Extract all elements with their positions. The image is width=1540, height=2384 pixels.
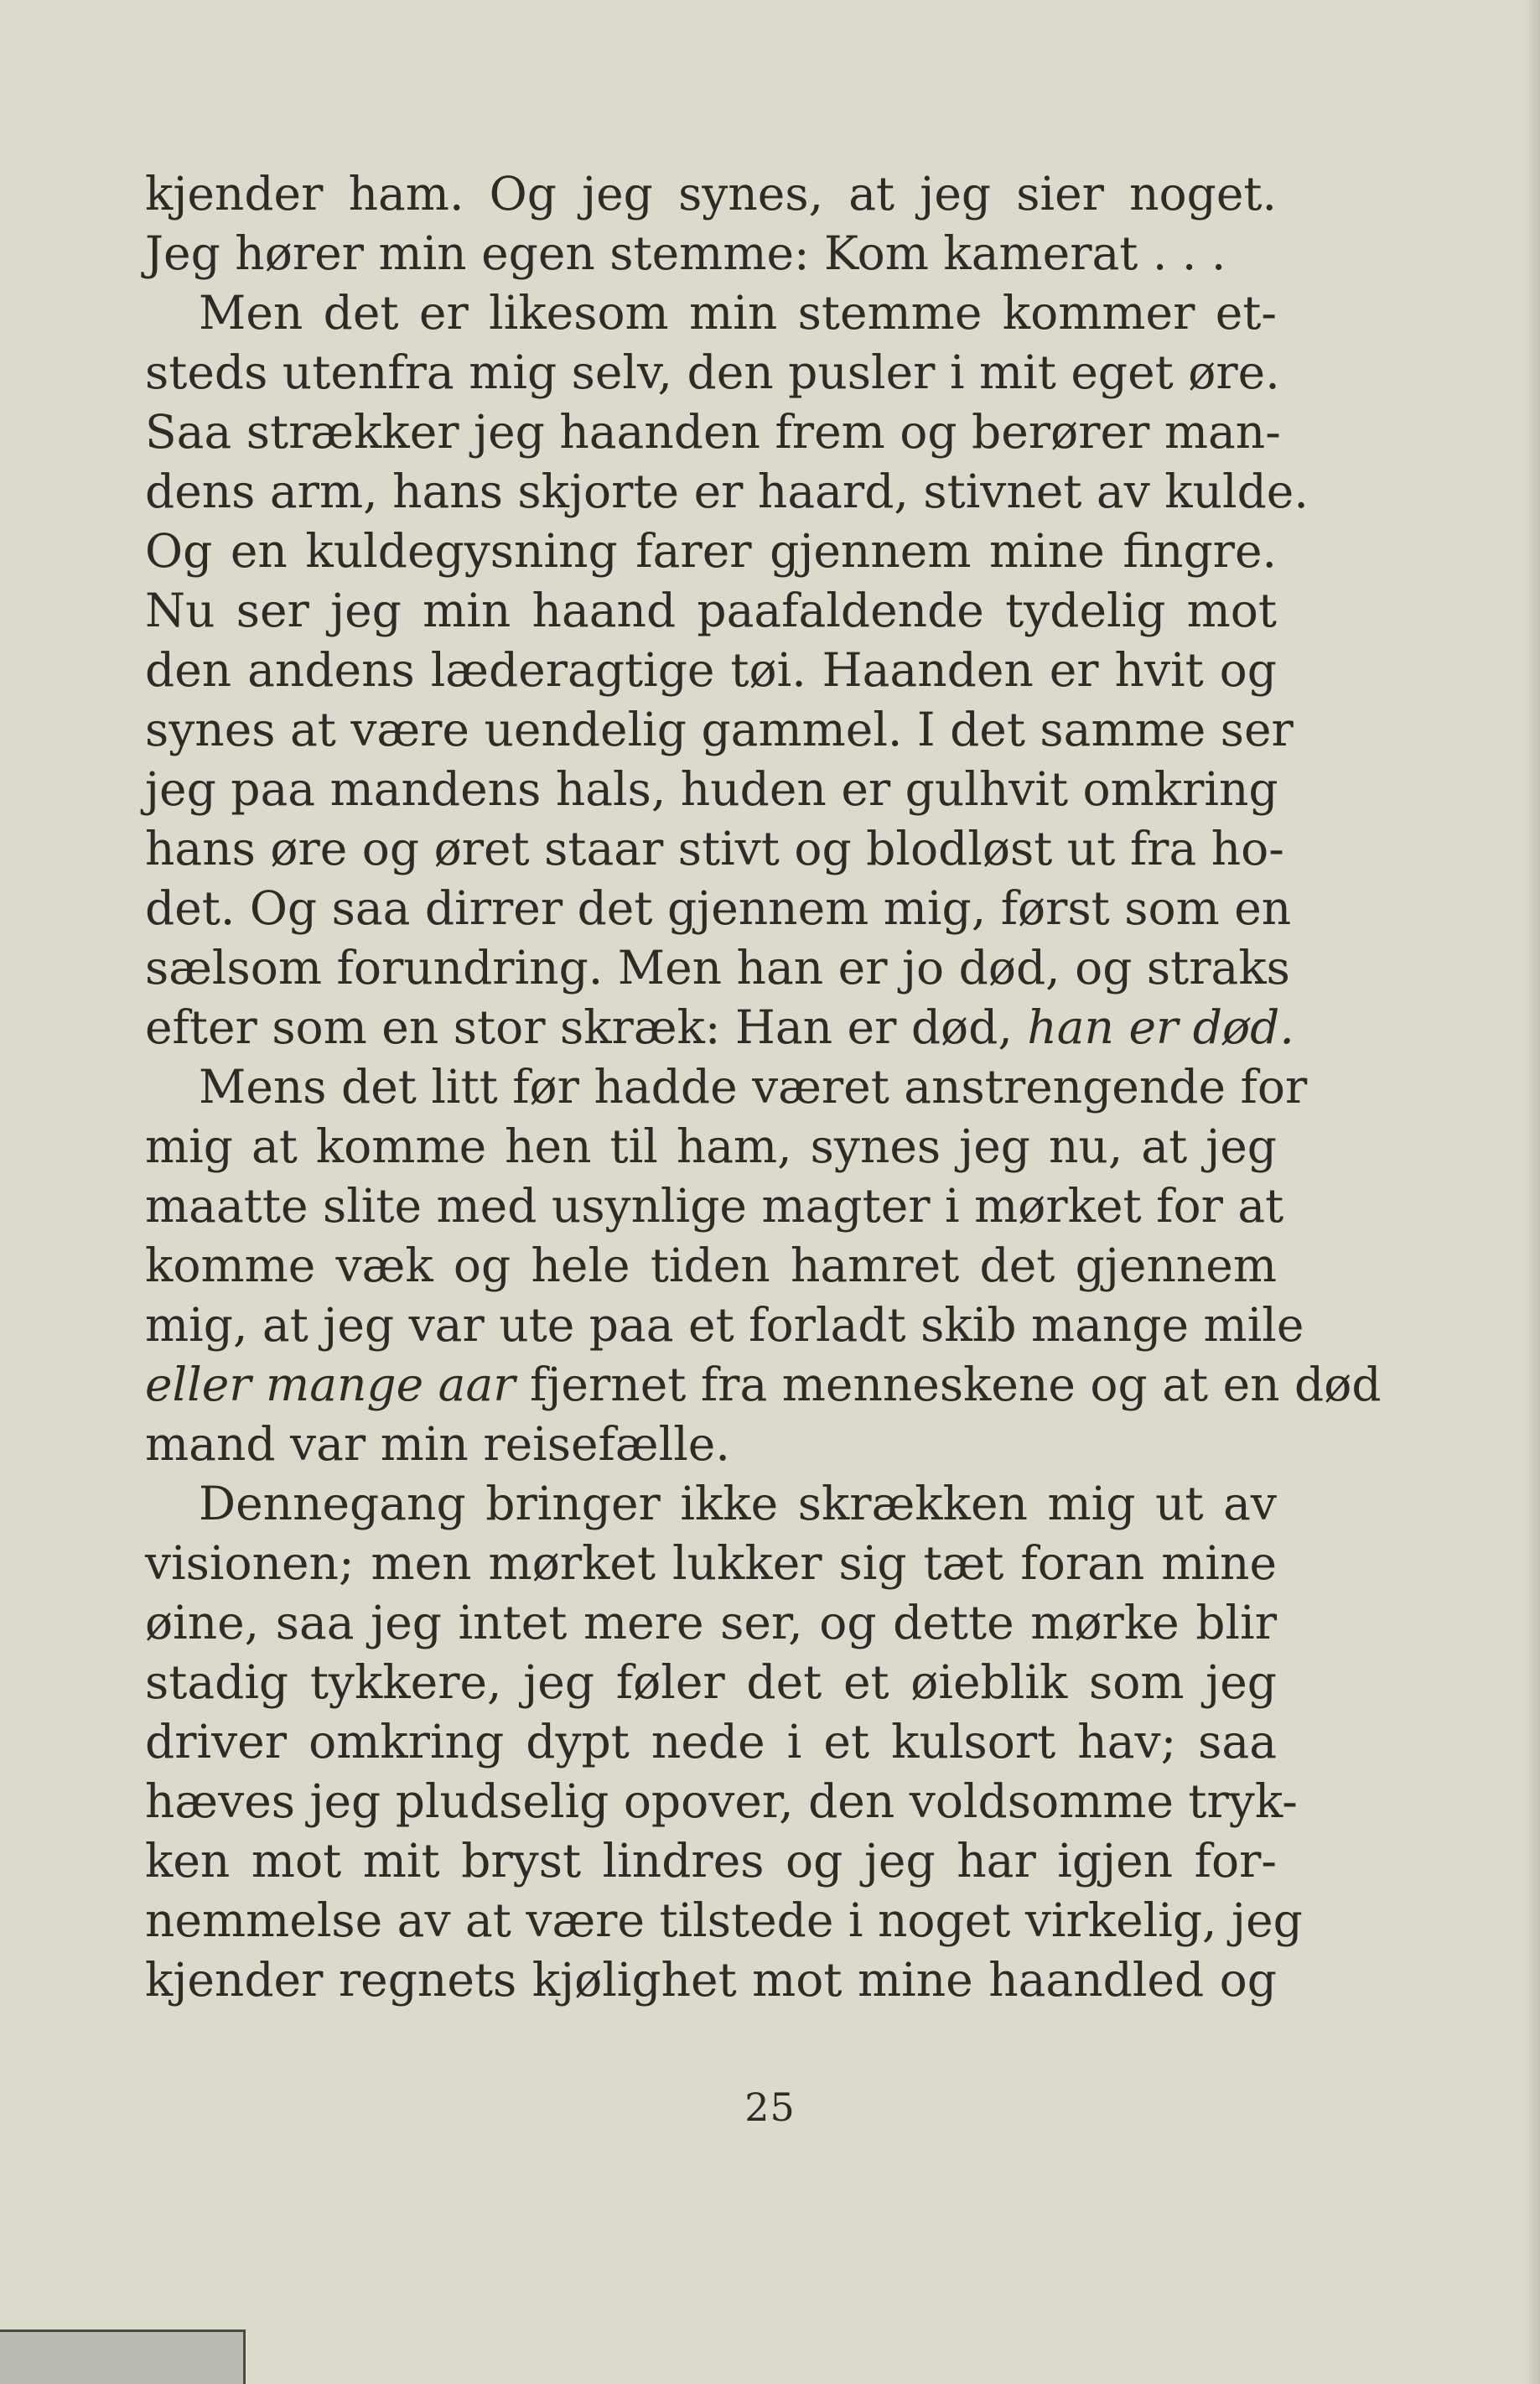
text-line: kjender ham. Og jeg synes, at jeg sier noget. bbox=[145, 167, 1277, 221]
italic-text: eller mange aar bbox=[145, 1358, 516, 1411]
text-line: maatte slite med usynlige magter i mørket for at bbox=[145, 1179, 1284, 1233]
scan-corner-tab bbox=[0, 2329, 246, 2384]
text-line: synes at være uendelig gammel. I det samme ser bbox=[145, 703, 1294, 756]
text-line: ken mot mit bryst lindres og jeg har igjen for- bbox=[145, 1834, 1277, 1888]
text-line: Dennegang bringer ikke skrækken mig ut av bbox=[199, 1477, 1277, 1530]
text-line: stadig tykkere, jeg føler det et øieblik som jeg bbox=[145, 1655, 1277, 1709]
text-segment: fjernet fra menneskene og at en død bbox=[530, 1358, 1382, 1411]
text-line bbox=[145, 1355, 1382, 1415]
italic-text: han er død. bbox=[1027, 1000, 1294, 1054]
text-line: mig at komme hen til ham, synes jeg nu, at jeg bbox=[145, 1119, 1277, 1173]
text-line: hans øre og øret staar stivt og blodløst ut fra ho- bbox=[145, 822, 1284, 875]
text-line: Mens det litt før hadde været anstrengende for bbox=[199, 1060, 1308, 1114]
text-line: øine, saa jeg intet mere ser, og dette mørke blir bbox=[145, 1596, 1277, 1649]
text-line: Og en kuldegysning farer gjennem mine fingre. bbox=[145, 524, 1277, 578]
text-line: Jeg hører min egen stemme: Kom kamerat . . . bbox=[145, 226, 1226, 280]
text-line: dens arm, hans skjorte er haard, stivnet av kulde. bbox=[145, 465, 1309, 518]
text-line: Saa strækker jeg haanden frem og berører man- bbox=[145, 405, 1281, 459]
text-line: mig, at jeg var ute paa et forladt skib mange mile bbox=[145, 1298, 1304, 1352]
text-line: visionen; men mørket lukker sig tæt foran mine bbox=[145, 1536, 1277, 1590]
text-line: Men det er likesom min stemme kommer et- bbox=[199, 286, 1277, 340]
text-line: komme væk og hele tiden hamret det gjennem bbox=[145, 1239, 1277, 1292]
text-line bbox=[145, 998, 1294, 1057]
text-line: kjender regnets kjølighet mot mine haandled og bbox=[145, 1953, 1277, 2007]
text-line: det. Og saa dirrer det gjennem mig, først som en bbox=[145, 881, 1292, 935]
text-line: den andens læderagtige tøi. Haanden er hvit og bbox=[145, 643, 1277, 697]
text-segment: efter som en stor skræk: Han er død, bbox=[145, 1000, 1013, 1054]
text-line: mand var min reisefælle. bbox=[145, 1417, 730, 1471]
text-line: sælsom forundring. Men han er jo død, og straks bbox=[145, 941, 1290, 995]
page-number: 25 bbox=[744, 2085, 796, 2130]
text-line: hæves jeg pludselig opover, den voldsomme tryk- bbox=[145, 1774, 1298, 1828]
text-line: jeg paa mandens hals, huden er gulhvit omkring bbox=[145, 762, 1278, 816]
text-line: Nu ser jeg min haand paafaldende tydelig mot bbox=[145, 584, 1277, 637]
text-line: driver omkring dypt nede i et kulsort hav; saa bbox=[145, 1715, 1277, 1769]
text-line: nemmelse av at være tilstede i noget virkelig, jeg bbox=[145, 1893, 1303, 1947]
text-line: steds utenfra mig selv, den pusler i mit eget øre. bbox=[145, 345, 1280, 399]
body-text bbox=[145, 164, 1382, 2010]
